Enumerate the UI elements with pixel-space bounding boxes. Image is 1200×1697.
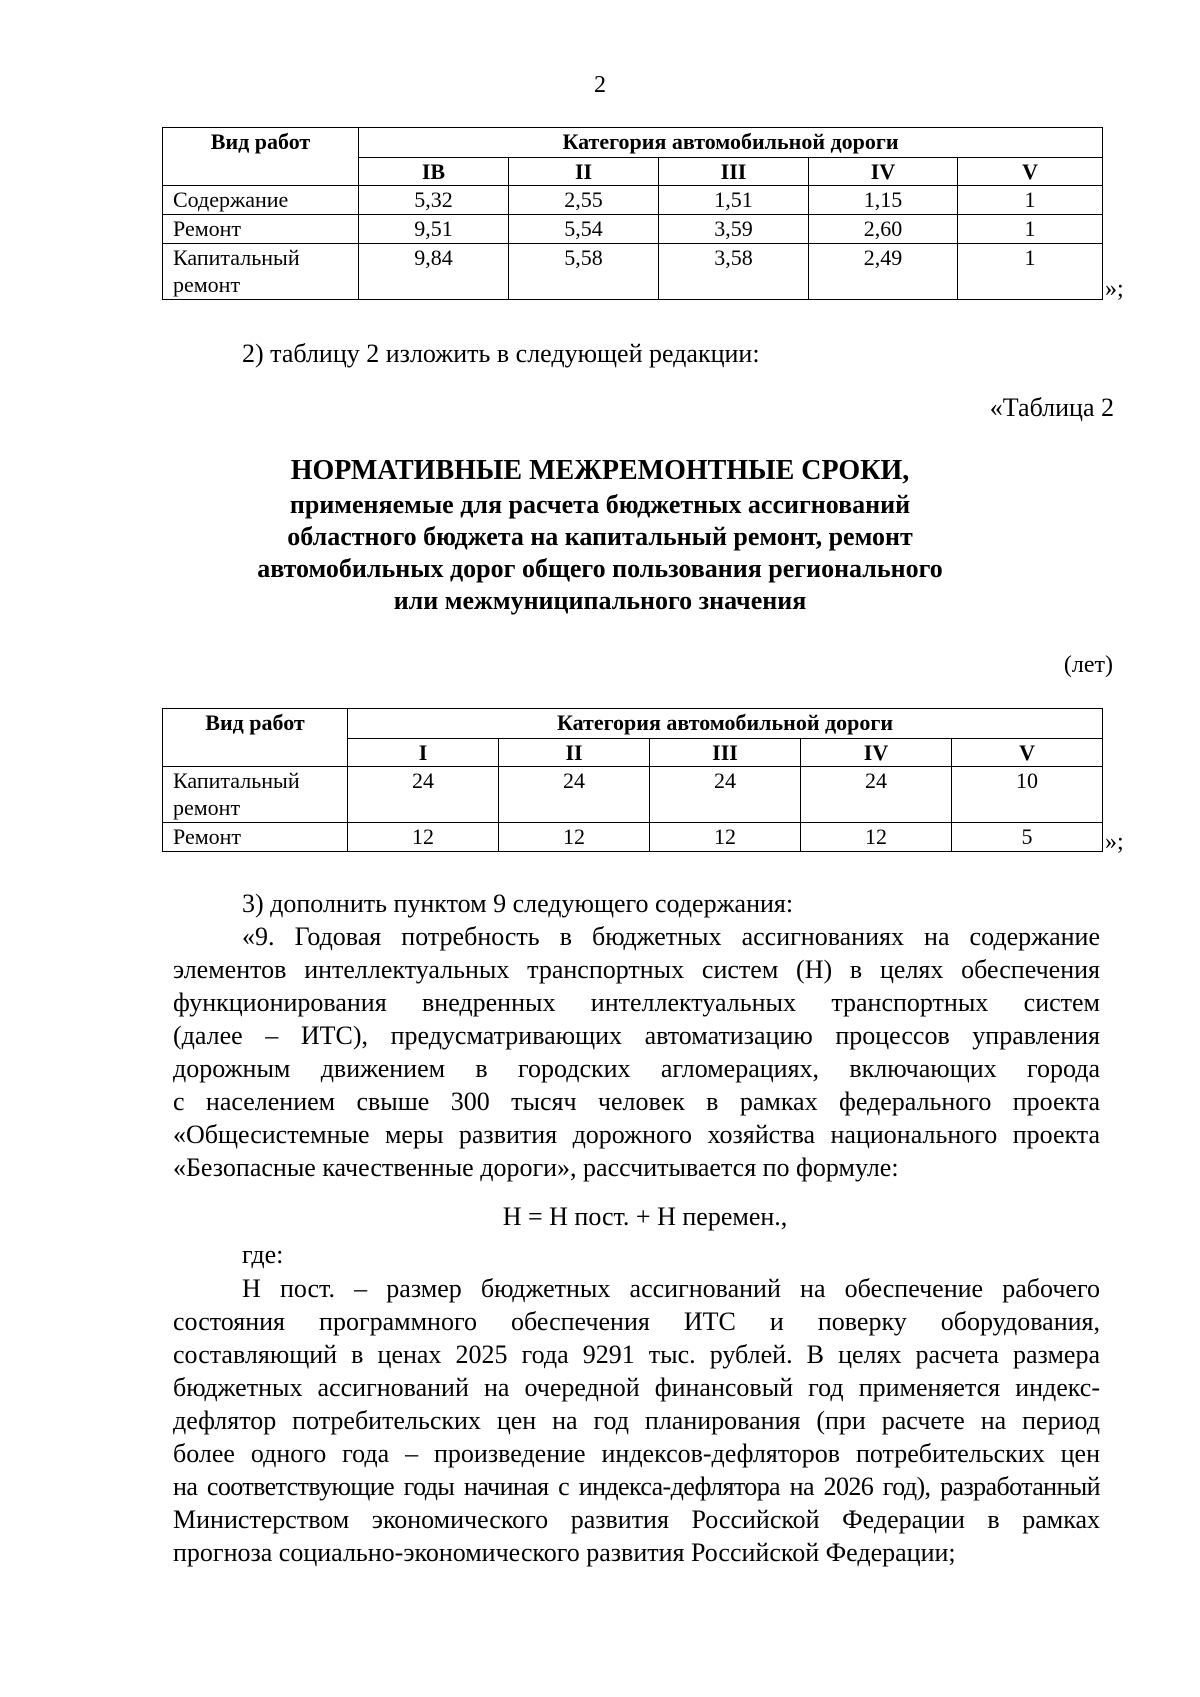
cell-value: 1,15 (809, 186, 958, 215)
paragraph-line: «Безопасные качественные дороги», рассчитывается по формуле: (173, 1153, 899, 1182)
paragraph-line: состояния программного обеспечения ИТС и поверку оборудования, (173, 1307, 1100, 1336)
table2-category: IV (801, 739, 952, 767)
formula: Н = Н пост. + Н перемен., (502, 1202, 788, 1231)
table1-category: IB (359, 158, 509, 186)
table2-title (160, 455, 1040, 617)
intervals-table (162, 708, 1103, 852)
cell-value: 3,59 (659, 215, 809, 244)
table2-group-header: Категория автомобильной дороги (348, 709, 1103, 739)
paragraph-line: прогноза социально-экономического развития Российской Федерации; (173, 1538, 956, 1567)
row-label-line1: Капитальный (173, 768, 300, 793)
cell-value: 12 (650, 823, 801, 852)
table2-title-line4: автомобильных дорог общего пользования регионального (257, 554, 943, 583)
table-row (163, 186, 1103, 215)
table2-title-line1: НОРМАТИВНЫЕ МЕЖРЕМОНТНЫЕ СРОКИ, (290, 455, 910, 486)
row-label (163, 244, 359, 300)
cell-value: 24 (499, 767, 650, 823)
row-label-line2: ремонт (173, 272, 241, 297)
cell-value: 24 (650, 767, 801, 823)
table-row (163, 823, 1103, 852)
cell-value: 9,51 (359, 215, 509, 244)
row-label: Ремонт (163, 215, 359, 244)
paragraph-line: «9. Годовая потребность в бюджетных ассигнованиях на содержание (242, 922, 1100, 951)
item-3: 3) дополнить пунктом 9 следующего содержания: (242, 889, 794, 918)
item-2: 2) таблицу 2 изложить в следующей редакции: (242, 339, 760, 368)
table1-category: IV (809, 158, 958, 186)
cell-value: 10 (952, 767, 1103, 823)
table1-category: II (509, 158, 659, 186)
paragraph-line: (далее – ИТС), предусматривающих автоматизацию процессов управления (173, 1021, 1100, 1050)
table1-closer: »; (1105, 276, 1124, 302)
paragraph-9 (173, 920, 1100, 1184)
table1-group-header: Категория автомобильной дороги (359, 128, 1103, 158)
row-label-line2: ремонт (173, 795, 241, 820)
row-label (163, 767, 348, 823)
table1-category: III (659, 158, 809, 186)
cell-value: 5,54 (509, 215, 659, 244)
cell-value: 12 (801, 823, 952, 852)
cell-value: 5,32 (359, 186, 509, 215)
table1-col-header: Вид работ (163, 128, 359, 186)
paragraph-line: «Общесистемные меры развития дорожного хозяйства национального проекта (173, 1120, 1100, 1149)
row-label-line1: Капитальный (173, 245, 300, 270)
paragraph-line: дефлятор потребительских цен на год планирования (при расчете на период (173, 1406, 1100, 1435)
table1-category: V (958, 158, 1103, 186)
table2-category: II (499, 739, 650, 767)
table-row (163, 215, 1103, 244)
table-row (163, 767, 1103, 823)
table2-title-line2: применяемые для расчета бюджетных ассигнований (289, 490, 911, 519)
paragraph-line: более одного года – произведение индексов-дефляторов потребительских цен (173, 1439, 1100, 1468)
cell-value: 2,55 (509, 186, 659, 215)
row-label: Содержание (163, 186, 359, 215)
page-number: 2 (594, 72, 606, 98)
cell-value: 1,51 (659, 186, 809, 215)
table2-unit: (лет) (1063, 652, 1113, 678)
row-label: Ремонт (163, 823, 348, 852)
cell-value: 3,58 (659, 244, 809, 300)
table2-title-line5: или межмуниципального значения (393, 586, 807, 615)
table2-category: III (650, 739, 801, 767)
cell-value: 9,84 (359, 244, 509, 300)
table-row (163, 244, 1103, 300)
table2-closer: »; (1105, 829, 1124, 855)
paragraph-line: дорожным движением в городских агломерациях, включающих города (173, 1054, 1100, 1083)
paragraph-line: функционирования внедренных интеллектуальных транспортных систем (173, 988, 1100, 1017)
paragraph-line: с населением свыше 300 тысяч человек в рамках федерального проекта (173, 1087, 1100, 1116)
where-label: где: (242, 1240, 284, 1269)
cell-value: 2,60 (809, 215, 958, 244)
cell-value: 2,49 (809, 244, 958, 300)
cell-value: 1 (958, 244, 1103, 300)
table2-title-line3: областного бюджета на капитальный ремонт, ремонт (287, 522, 913, 551)
table2-category: V (952, 739, 1103, 767)
cell-value: 12 (348, 823, 499, 852)
cell-value: 5 (952, 823, 1103, 852)
paragraph-line: составляющий в ценах 2025 года 9291 тыс. рублей. В целях расчета размера (173, 1340, 1100, 1369)
cell-value: 5,58 (509, 244, 659, 300)
table2-col-header: Вид работ (163, 709, 348, 767)
cell-value: 24 (348, 767, 499, 823)
paragraph-line: бюджетных ассигнований на очередной финансовый год применяется индекс- (173, 1373, 1100, 1402)
table2-caption: «Таблица 2 (989, 393, 1114, 422)
cell-value: 1 (958, 186, 1103, 215)
paragraph-line: на соответствующие годы начиная с индекса-дефлятора на 2026 год), разработанный (173, 1472, 1100, 1501)
paragraph-line: Министерством экономического развития Российской Федерации в рамках (173, 1505, 1100, 1534)
cell-value: 1 (958, 215, 1103, 244)
npost-paragraph (173, 1272, 1100, 1569)
coefficients-table (162, 127, 1103, 300)
paragraph-line: элементов интеллектуальных транспортных систем (Н) в целях обеспечения (173, 955, 1100, 984)
cell-value: 24 (801, 767, 952, 823)
paragraph-line: Н пост. – размер бюджетных ассигнований на обеспечение рабочего (242, 1274, 1100, 1303)
cell-value: 12 (499, 823, 650, 852)
table2-category: I (348, 739, 499, 767)
